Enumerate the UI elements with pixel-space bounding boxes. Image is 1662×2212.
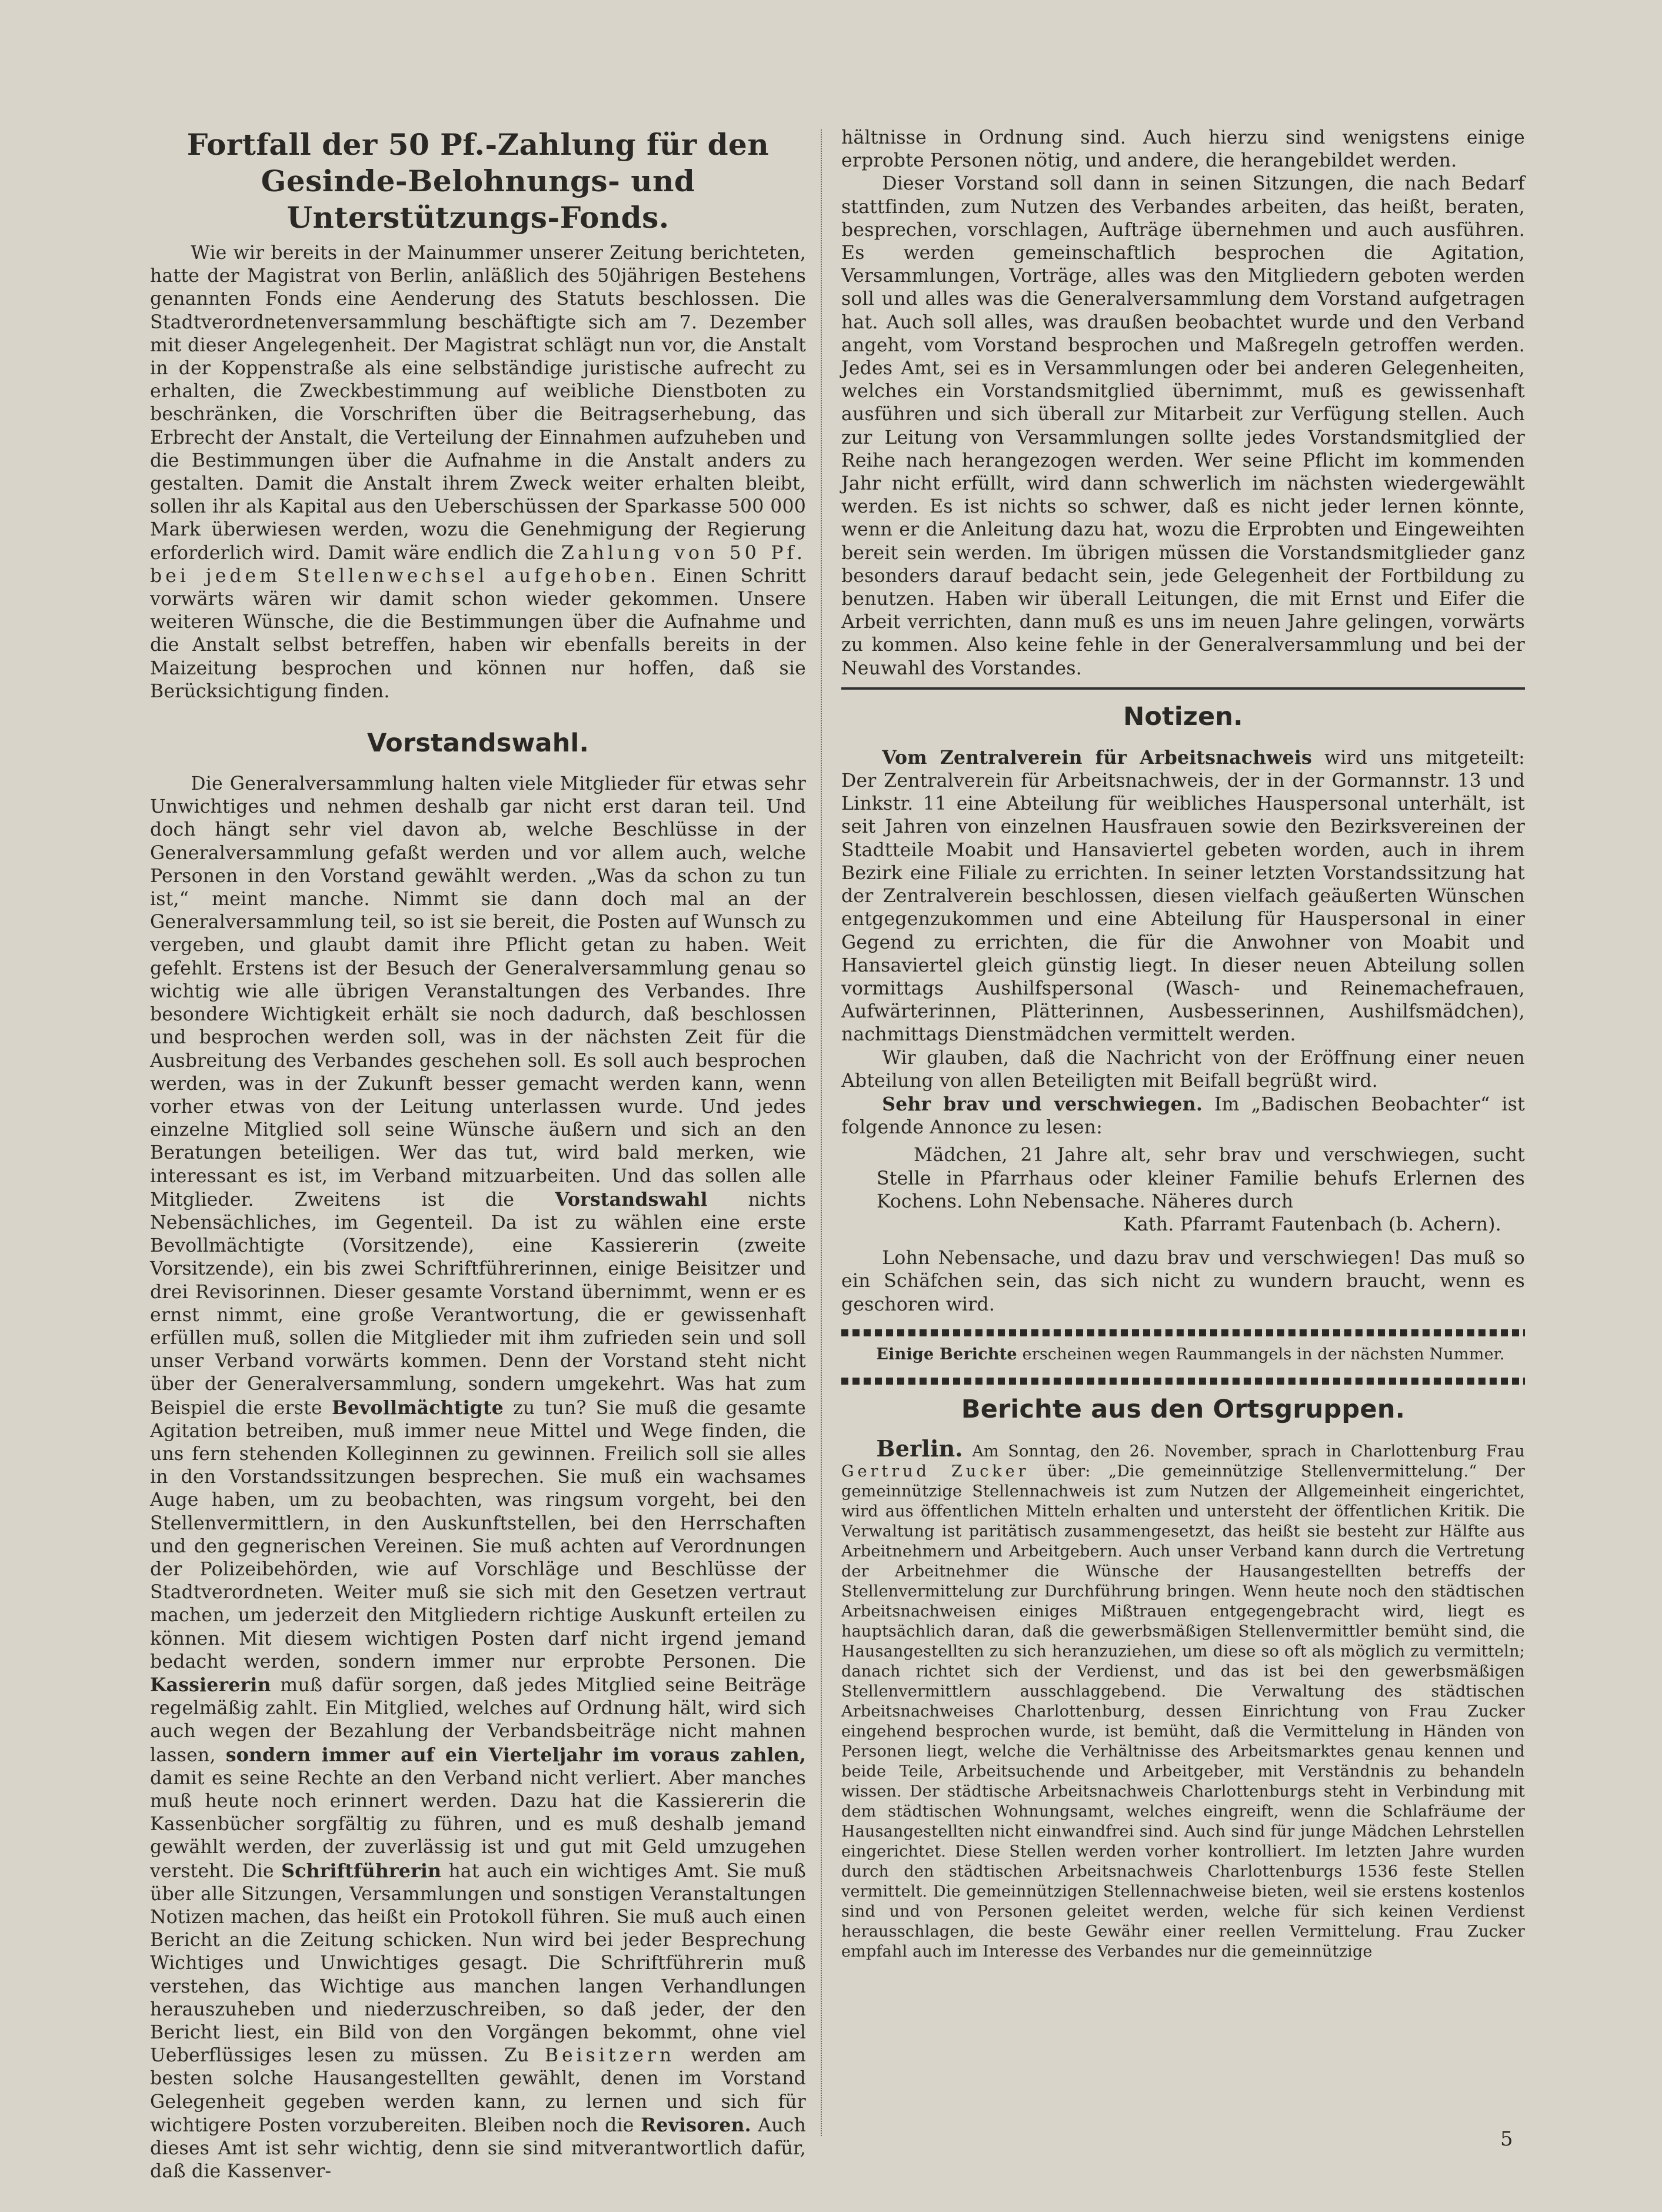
- vorstandswahl-heading: Vorstandswahl.: [367, 729, 589, 759]
- ortsgruppen-heading: Berichte aus den Ortsgruppen.: [961, 1394, 1405, 1424]
- fortfall-paragraph: [150, 242, 806, 703]
- notizen-paragraph-3: [841, 1093, 1525, 1139]
- berlin-text-2: über: „Die gemeinnützige Stellenvermittelung.“ Der gemeinnützige Stellennachweis ist zum Nutzen der Allgemeinheit eingerichtet, wird aus öffentlichen Mitteln erhalten und untersteht der öffentlichen Kritik. Die Verwaltung ist paritätisch zusammengesetzt, das heißt sie besteht zur Hälfte aus Arbeitnehmern und Arbeitgebern. Auch unser Verband kann durch die Vertretung der Arbeitnehmer die Wünsche der Hausangestellten betreffs der Stellenvermittelung zur Durchführung bringen. Wenn heute noch den städtischen Arbeitsnachweisen einiges Mißtrauen entgegengebracht wird, liegt es hauptsächlich daran, daß die gewerbsmäßigen Stellenvermittler bemüht sind, die Hausangestellten zu sich heranzuziehen, um diese so oft als möglich zu vermitteln; danach richtet sich der Verdienst, und das ist bei den gewerbsmäßigen Stellenvermittlern ausschlaggebend. Die Verwaltung des städtischen Arbeitsnachweises Charlottenburg, dessen Einrichtung von Frau Zucker eingehend besprochen wurde, ist bemüht, daß die Vermittelung in Händen von Personen liegt, welche die Verhältnisse des Arbeitsmarktes genau kennen und beide Teile, Arbeitsuchende und Arbeitgeber, mit Verständnis zu behandeln wissen. Der städtische Arbeitsnachweis Charlottenburgs steht in Verbindung mit dem städtischen Wohnungsamt, welches eingreift, wenn die Schlafräume der Hausangestellten nicht einwandfrei sind. Auch sind für junge Mädchen Lehrstellen eingerichtet. Diese Stellen werden vorher kontrolliert. Im letzten Jahre wurden durch den städtischen Arbeitsnachweis Charlottenburgs 1536 feste Stellen vermittelt. Die gemeinnützigen Stellennachweise bieten, weil sie erstens kostenlos sind und von Personen geleitet werden, welche für sich keinen Verdienst herausschlagen, die beste Gewähr einer reellen Vermittelung. Frau Zucker empfahl auch im Interesse des Verbandes nur die gemeinnützige: [841, 1462, 1525, 1961]
- column-divider: [821, 129, 822, 2136]
- berlin-text-1: Am Sonntag, den 26. November, sprach in Charlottenburg Frau: [962, 1442, 1525, 1461]
- vorstandswahl-paragraph: [150, 773, 806, 2183]
- notizen-paragraph-4: Lohn Nebensache, und dazu brav und verschwiegen! Das muß so ein Schäfchen sein, das sich nicht zu wundern braucht, wenn es geschoren wird.: [841, 1248, 1525, 1315]
- berlin-city: Berlin.: [876, 1435, 963, 1462]
- fortfall-emphasis: Zahlung von 50 Pf. bei jedem Stellenwechsel aufgehoben.: [150, 542, 806, 587]
- berlin-speaker: Gertrud Zucker: [841, 1462, 1030, 1481]
- dashed-rule-top: [841, 1329, 1525, 1336]
- vorstandswahl-bold-4: sondern immer auf ein Vierteljahr im voraus zahlen,: [225, 1744, 806, 1766]
- section-rule: [841, 687, 1525, 690]
- right-column: [841, 127, 1525, 1962]
- left-column: [150, 127, 806, 2183]
- vorstandswahl-bold-2: Bevollmächtigte: [331, 1396, 504, 1419]
- berichte-notice-lead: Einige Berichte: [876, 1345, 1017, 1363]
- advertisement-text: Mädchen, 21 Jahre alt, sehr brav und verschwiegen, sucht Stelle in Pfarrhaus oder kleiner Familie behufs Erlernen des Kochens. Lohn Nebensache. Näheres durch: [877, 1145, 1525, 1212]
- fortfall-headline: Fortfall der 50 Pf.-Zahlung für den Gesinde-Belohnungs- und Unterstützungs-Fonds.: [186, 127, 770, 235]
- advertisement-signature: Kath. Pfarramt Fautenbach (b. Achern).: [1123, 1213, 1501, 1235]
- berichte-notice-text: erscheinen wegen Raummangels in der nächsten Nummer.: [1017, 1345, 1505, 1363]
- notizen-paragraph-1: [841, 746, 1525, 1047]
- berlin-report: [841, 1435, 1525, 1962]
- notizen-lead-2: Sehr brav und verschwiegen.: [882, 1093, 1203, 1115]
- berichte-notice: [841, 1345, 1525, 1365]
- vorstandswahl-text-2: nichts Nebensächliches, im Gegenteil. Da ist zu wählen eine erste Bevollmächtigte (Vorsitzende), eine Kassiererin (zweite Vorsitzende), ein bis zwei Schriftführerinnen, einige Beisitzer und drei Revisorinnen. Dieser gesamte Vorstand übernimmt, wenn er es ernst nimmt, eine große Verantwortung, die er gewissenhaft erfüllen muß, sollen die Mitglieder mit ihm zufrieden sein und soll unser Verband vorwärts kommen. Denn der Vorstand steht nicht über der Generalversammlung, sondern umgekehrt. Was hat zum Beispiel die erste: [150, 1189, 806, 1419]
- notizen-text-1: wird uns mitgeteilt: Der Zentralverein für Arbeitsnachweis, der in der Gormannstr. 13 und Linkstr. 11 eine Abteilung für weibliches Hauspersonal unterhält, ist seit Jahren von einzelnen Hausfrauen sowie den Bezirksvereinen der Stadtteile Moabit und Hansaviertel gebeten worden, auch in ihrem Bezirk eine Filiale zu errichten. In seiner letzten Vorstandssitzung hat der Zentralverein beschlossen, diesen vielfach geäußerten Wünschen entgegenzukommen und eine Abteilung für Hauspersonal in einer Gegend zu errichten, die für die Anwohner von Moabit und Hansaviertel gleich günstig liegt. In dieser neuen Abteilung sollen vormittags Aushilfspersonal (Wasch- und Reinemachefrauen, Aufwärterinnen, Plätterinnen, Ausbesserinnen, Aushilfsmädchen), nachmittags Dienstmädchen vermittelt werden.: [841, 747, 1525, 1046]
- vorstandswahl-text-5: damit es seine Rechte an den Verband nicht verliert. Aber manches muß heute noch erinnert werden. Dazu hat die Kassiererin die Kassenbücher sorgfältig zu führen, und es muß deshalb jemand gewählt werden, der zuverlässig ist und gut mit Geld umzugehen versteht. Die: [150, 1767, 806, 1882]
- notizen-heading: Notizen.: [1123, 701, 1243, 731]
- notizen-text-2: Im „Badischen Beobachter“ ist folgende Annonce zu lesen:: [841, 1093, 1525, 1139]
- dashed-rule-bottom: [841, 1378, 1525, 1385]
- fortfall-text-2: Einen Schritt vorwärts wären wir damit schon wieder gekommen. Unsere weiteren Wünsche, die die Bestimmungen über die Aufnahme und die Anstalt selbst betreffen, haben wir ebenfalls bereits in der Maizeitung besprochen und können nur hoffen, daß sie Berücksichtigung finden.: [150, 565, 806, 702]
- vorstandswahl-bold-5: Schriftführerin: [281, 1860, 442, 1882]
- fortfall-text-1: Wie wir bereits in der Mainummer unserer Zeitung berichteten, hatte der Magistrat von Berlin, anläßlich des 50jährigen Bestehens genannten Fonds eine Aenderung des Statuts beschlossen. Die Stadtverordnetenversammlung beschäftigte sich am 7. Dezember mit dieser Angelegenheit. Der Magistrat schlägt nun vor, die Anstalt in der Koppenstraße als eine selbständige juristische aufrecht zu erhalten, die Zweckbestimmung auf weibliche Dienstboten zu beschränken, die Vorschriften über die Beitragserhebung, das Erbrecht der Anstalt, die Verteilung der Einnahmen aufzuheben und die Bestimmungen über die Aufnahme in die Anstalt anders zu gestalten. Damit die Anstalt ihrem Zweck weiter erhalten bleibt, sollen ihr als Kapital aus den Ueberschüssen der Sparkasse 500 000 Mark überwiesen werden, wozu die Genehmigung der Regierung erforderlich wird. Damit wäre endlich die: [150, 242, 806, 564]
- vorstandswahl-text-7: werden am besten solche Hausangestellten gewählt, denen im Vorstand Gelegenheit gegeben werden kann, zu lernen und sich für wichtigere Posten vorzubereiten. Bleiben noch die: [150, 2045, 807, 2136]
- continuation-paragraph-2: Dieser Vorstand soll dann in seinen Sitzungen, die nach Bedarf stattfinden, zum Nutzen des Verbandes arbeiten, das heißt, beraten, besprechen, vorschlagen, Aufträge übernehmen und auch ausführen. Es werden gemeinschaftlich besprochen die Agitation, Versammlungen, Vorträge, alles was den Mitgliedern geboten werden soll und alles was die Generalversammlung dem Vorstand aufgetragen hat. Auch soll alles, was draußen beobachtet wurde und den Verband angeht, vom Vorstand besprochen und Maßregeln getroffen werden. Jedes Amt, sei es in Versammlungen oder bei anderen Gelegenheiten, welches ein Vorstandsmitglied übernimmt, muß es gewissenhaft ausführen und sich überall zur Mitarbeit zur Verfügung stellen. Auch zur Leitung von Versammlungen sollte jedes Vorstandsmitglied der Reihe nach herangezogen werden. Wer seine Pflicht im kommenden Jahr nicht erfüllt, wird dann schwerlich im nächsten wiedergewählt werden. Es ist nichts so schwer, daß es nicht jeder lernen könnte, wenn er die Anleitung dazu hat, wozu die Erprobten und Eingeweihten bereit sein werden. Im übrigen müssen die Vorstandsmitglieder ganz besonders darauf bedacht sein, jede Gelegenheit der Fortbildung zu benutzen. Haben wir überall Leitungen, die mit Ernst und Eifer die Arbeit verrichten, dann muß es uns im neuen Jahre gelingen, vorwärts zu kommen. Also keine fehle in der Generalversammlung und bei der Neuwahl des Vorstandes.: [841, 173, 1525, 679]
- vorstandswahl-bold-3: Kassiererin: [150, 1674, 271, 1696]
- continuation-paragraph-1: hältnisse in Ordnung sind. Auch hierzu sind wenigstens einige erprobte Personen nötig, und andere, die herangebildet werden.: [841, 127, 1525, 172]
- vorstandswahl-text-4: muß dafür sorgen, daß jedes Mitglied seine Beiträge regelmäßig zahlt. Ein Mitglied, welches auf Ordnung hält, wird sich auch wegen der Bezahlung der Verbandsbeiträge nicht mahnen lassen,: [150, 1674, 806, 1766]
- vorstandswahl-bold-6: Revisoren.: [641, 2114, 751, 2136]
- vorstandswahl-text-3: zu tun? Sie muß die gesamte Agitation betreiben, muß immer neue Mittel und Wege finden, die uns fern stehenden Kolleginnen zu gewinnen. Freilich soll sie alles in den Vorstandssitzungen besprechen. Sie muß ein wachsames Auge haben, um zu beobachten, was ringsum vorgeht, bei den Stellenvermittlern, in den Auskunftstellen, bei den Herrschaften und den gegnerischen Vereinen. Sie muß achten auf Verordnungen der Polizeibehörden, wie auf Vorschläge und Beschlüsse der Stadtverordneten. Weiter muß sie sich mit den Gesetzen vertraut machen, um jederzeit den Mitgliedern richtige Auskunft erteilen zu können. Mit diesem wichtigen Posten darf nicht irgend jemand bedacht werden, sondern immer nur erprobte Personen. Die: [150, 1397, 806, 1672]
- vorstandswahl-bold-1: Vorstandswahl: [555, 1188, 708, 1210]
- vorstandswahl-text-8: Auch dieses Amt ist sehr wichtig, denn sie sind mitverantwortlich dafür, daß die Kassenver-: [150, 2114, 806, 2183]
- page-number: 5: [1500, 2127, 1513, 2151]
- vorstandswahl-text-6: hat auch ein wichtiges Amt. Sie muß über alle Sitzungen, Versammlungen und sonstigen Veranstaltungen Notizen machen, das heißt ein Protokoll führen. Sie muß auch einen Bericht an die Zeitung schicken. Nun wird bei jeder Besprechung Wichtiges und Unwichtiges gesagt. Die Schriftführerin muß verstehen, das Wichtige aus manchen langen Verhandlungen herauszuheben und niederzuschreiben, so daß jeder, der den Bericht liest, ein Bild von den Vorgängen bekommt, ohne viel Ueberflüssiges lesen zu müssen. Zu: [150, 1860, 806, 2067]
- vorstandswahl-spaced-1: Beisitzern: [544, 2045, 675, 2067]
- notizen-lead-1: Vom Zentralverein für Arbeitsnachweis: [882, 746, 1313, 769]
- advertisement-quote: [877, 1144, 1525, 1236]
- notizen-paragraph-2: Wir glauben, daß die Nachricht von der Eröffnung einer neuen Abteilung von allen Beteiligten mit Beifall begrüßt wird.: [841, 1047, 1525, 1092]
- vorstandswahl-text-1: Die Generalversammlung halten viele Mitglieder für etwas sehr Unwichtiges und nehmen deshalb gar nicht erst daran teil. Und doch hängt sehr viel davon ab, welche Beschlüsse in der Generalversammlung gefaßt werden und vor allem auch, welche Personen in den Vorstand gewählt werden. „Was da schon zu tun ist,“ meint manche. Nimmt sie dann doch mal an der Generalversammlung teil, so ist sie bereit, die Posten auf Wunsch zu vergeben, und glaubt damit ihre Pflicht getan zu haben. Weit gefehlt. Erstens ist der Besuch der Generalversammlung genau so wichtig wie alle übrigen Veranstaltungen des Verbandes. Ihre besondere Wichtigkeit erhält sie noch dadurch, daß beschlossen und besprochen werden soll, was in der nächsten Zeit für die Ausbreitung des Verbandes geschehen soll. Es soll auch besprochen werden, was in der Zukunft besser gemacht werden kann, wenn vorher etwas von der Leitung unterlassen wurde. Und jedes einzelne Mitglied soll seine Wünsche äußern und sich an den Beratungen beteiligen. Wer das tut, wird bald merken, wie interessant es ist, im Verband mitzuarbeiten. Und das sollen alle Mitglieder. Zweitens ist die: [150, 773, 806, 1210]
